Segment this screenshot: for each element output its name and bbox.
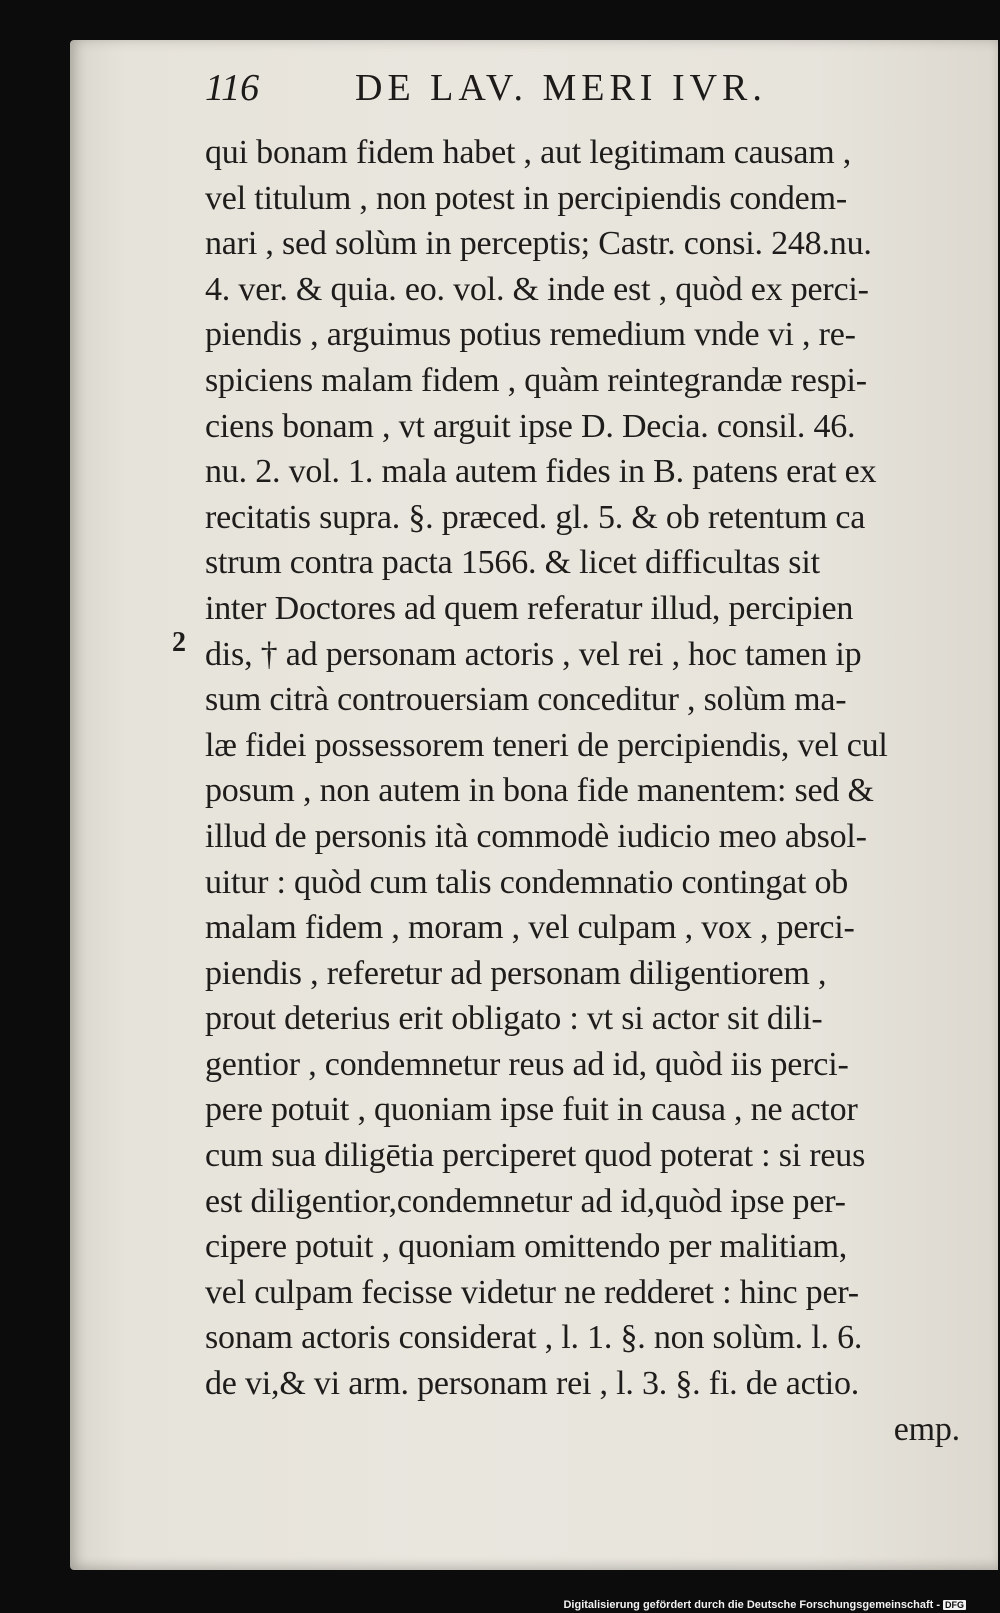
running-title: DE LAV. MERI IVR. bbox=[355, 67, 767, 109]
text-line: posum , non autem in bona fide manentem: sed & bbox=[205, 772, 874, 810]
text-line: piendis , referetur ad personam diligentiorem , bbox=[205, 954, 827, 992]
text-line: læ fidei possessorem teneri de percipiendis, vel cul bbox=[205, 726, 888, 764]
text-line: sum citrà controuersiam conceditur , solùm ma- bbox=[205, 681, 847, 719]
text-line: spiciens malam fidem , quàm reintegrandæ respi- bbox=[205, 361, 867, 399]
text-line: cum sua diligētia perciperet quod poterat : si reus bbox=[205, 1137, 866, 1175]
text-line: nu. 2. vol. 1. mala autem fides in B. patens erat ex bbox=[205, 453, 877, 491]
text-line: piendis , arguimus potius remedium vnde vi , re- bbox=[205, 316, 856, 354]
text-line: pere potuit , quoniam ipse fuit in causa , ne actor bbox=[205, 1091, 858, 1129]
text-line: sonam actoris considerat , l. 1. §. non solùm. l. 6. bbox=[205, 1319, 863, 1357]
text-line: malam fidem , moram , vel culpam , vox , perci- bbox=[205, 909, 855, 947]
text-line: vel culpam fecisse videtur ne redderet : hinc per- bbox=[205, 1273, 859, 1311]
catchword: emp. bbox=[893, 1410, 960, 1448]
credit-text: Digitalisierung gefördert durch die Deutsche Forschungsgemeinschaft - bbox=[563, 1599, 940, 1611]
text-line: qui bonam fidem habet , aut legitimam causam , bbox=[205, 134, 852, 171]
running-head bbox=[205, 66, 865, 118]
text-line: inter Doctores ad quem referatur illud, percipien bbox=[205, 589, 854, 627]
text-line: dis, † ad personam actoris , vel rei , hoc tamen ip bbox=[205, 635, 862, 673]
text-line: de vi,& vi arm. personam rei , l. 3. §. fi. de actio. bbox=[205, 1365, 860, 1403]
text-line: strum contra pacta 1566. & licet difficultas sit bbox=[205, 544, 820, 582]
text-line: recitatis supra. §. præced. gl. 5. & ob retentum ca bbox=[205, 498, 866, 536]
digitization-credit bbox=[563, 1599, 966, 1611]
dfg-logo: DFG bbox=[945, 1600, 964, 1610]
text-line: gentior , condemnetur reus ad id, quòd iis perci- bbox=[205, 1045, 849, 1083]
page-number: 116 bbox=[205, 67, 260, 109]
text-line: cipere potuit , quoniam omittendo per malitiam, bbox=[205, 1228, 848, 1266]
text-line: ciens bonam , vt arguit ipse D. Decia. consil. 46. bbox=[205, 407, 856, 445]
text-line: 4. ver. & quia. eo. vol. & inde est , quòd ex perci- bbox=[205, 270, 869, 308]
text-line: prout deterius erit obligato : vt si actor sit dili- bbox=[205, 1000, 823, 1038]
body-text bbox=[205, 130, 990, 1452]
margin-note-number: 2 bbox=[172, 627, 186, 658]
text-line: est diligentior,condemnetur ad id,quòd ipse per- bbox=[205, 1182, 846, 1220]
text-line: nari , sed solùm in perceptis; Castr. consi. 248.nu. bbox=[205, 225, 872, 263]
text-line: vel titulum , non potest in percipiendis condem- bbox=[205, 179, 847, 217]
text-line: uitur : quòd cum talis condemnatio contingat ob bbox=[205, 863, 849, 901]
text-line: illud de personis ità commodè iudicio meo absol- bbox=[205, 817, 867, 855]
